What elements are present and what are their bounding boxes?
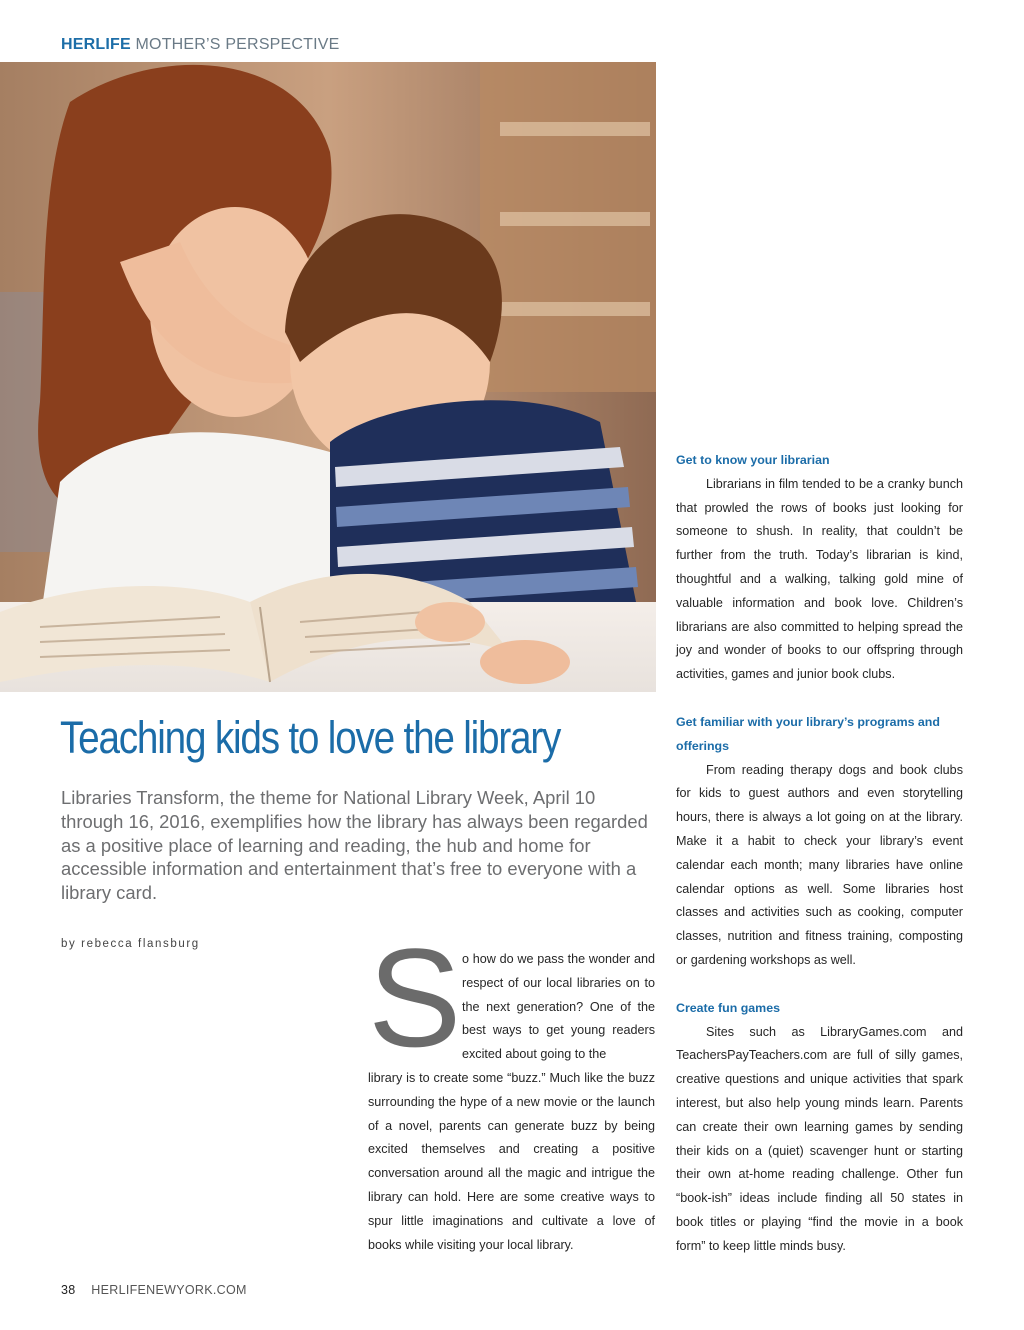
- section-heading: Create fun games: [676, 1000, 780, 1015]
- reading-illustration: [0, 62, 656, 692]
- section-label: MOTHER’S PERSPECTIVE: [135, 36, 340, 53]
- footer-site: HERLIFENEWYORK.COM: [91, 1283, 247, 1297]
- section-body: Sites such as LibraryGames.com and TeachersPayTeachers.com are full of silly games, creative questions and unique activities that spark interest, but also help young minds learn. Parents can create their own learning games by sending their kids on a (quiet) scavenger hunt or starting their own at-home reading challenge. Other fun “book-ish” ideas include finding all 50 states in book titles or playing “find the movie in a book form” to keep little minds busy.: [676, 1024, 963, 1253]
- article-title: Teaching kids to love the library: [60, 712, 561, 763]
- page-number: 38: [61, 1283, 76, 1297]
- section-heading: Get familiar with your library’s programs and offerings: [676, 714, 940, 753]
- section-heading: Get to know your librarian: [676, 453, 830, 467]
- section-body: From reading therapy dogs and book clubs for kids to guest authors and even storytelling hours, there is always a lot going on at the library. Make it a habit to check your library’s event calendar each month; many libraries have online calendar options as well. Some libraries host classes and activities such as cooking, computer classes, nutrition and fitness training, composting or gardening workshops as well.: [676, 762, 963, 967]
- section-body: Librarians in film tended to be a cranky bunch that prowled the rows of books just looking for someone to shush. In reality, that couldn’t be further from the truth. Today’s librarian is kind, thoughtful and a walking, talking gold mine of valuable information and book love. Children’s librarians are also committed to helping spread the joy and wonder of books to our offspring through activities, games and junior book clubs.: [676, 476, 963, 682]
- drop-cap: S: [368, 919, 462, 1076]
- intro-paragraph-continued: library is to create some “buzz.” Much like the buzz surrounding the hype of a new movie or the launch of a novel, parents can generate buzz by being excited themselves and creating a positive conversation around all the magic and intrigue the library can hold. Here are some creative ways to spur little imaginations and cultivate a love of books while visiting your local library.: [368, 1071, 655, 1252]
- byline: by rebecca flansburg: [61, 938, 200, 950]
- intro-paragraph-start: o how do we pass the wonder and respect of our local libraries on to the next generation? One of the best ways to get young readers excited about going to the: [462, 952, 655, 1062]
- magazine-brand: HERLIFE: [61, 36, 131, 53]
- hero-photo: [0, 62, 656, 692]
- right-column: [676, 449, 963, 1259]
- page-footer: [61, 1283, 247, 1297]
- running-header: [61, 36, 340, 54]
- article-dek: Libraries Transform, the theme for National Library Week, April 10 through 16, 2016, exemplifies how the library has always been regarded as a positive place of learning and reading, the hub and home for accessible information and entertainment that’s free to everyone with a library card.: [61, 787, 648, 904]
